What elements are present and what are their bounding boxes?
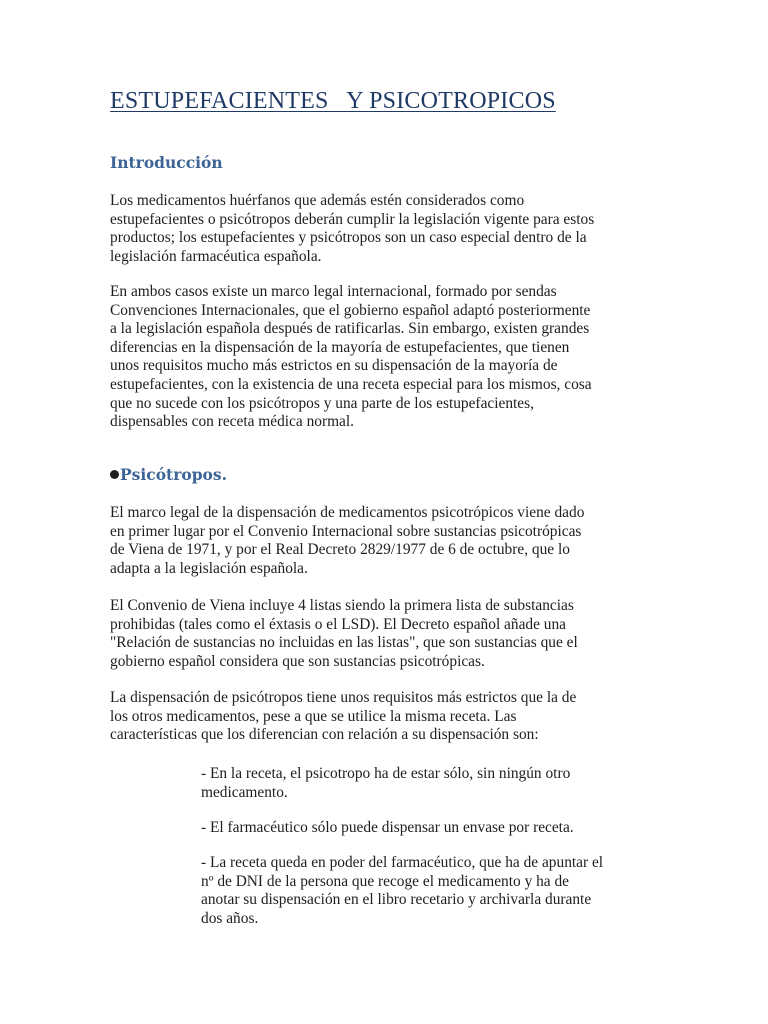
- paragraph: El Convenio de Viena incluye 4 listas siendo la primera lista de substancias prohibidas (tales como el éxtasis o el LSD). El Decreto español añade una "Relación de sustancias no incluidas en las listas", que son sustancias que el gobierno español considera que son sustancias psicotrópicas.: [110, 597, 578, 670]
- document-title: ESTUPEFACIENTES Y PSICOTROPICOS: [110, 88, 556, 114]
- section-heading-psicotropos: Psicótropos.: [110, 465, 227, 484]
- paragraph: Los medicamentos huérfanos que además estén considerados como estupefacientes o psicótropos deberán cumplir la legislación vigente para estos productos; los estupefacientes y psicótropos son un caso especial dentro de la legislación farmacéutica española.: [110, 192, 595, 265]
- list-item: - En la receta, el psicotropo ha de estar sólo, sin ningún otro medicamento.: [201, 765, 571, 801]
- paragraph: La dispensación de psicótropos tiene unos requisitos más estrictos que la de los otros medicamentos, pese a que se utilice la misma receta. Las características que los diferencian con relación a su dispensación son:: [110, 689, 577, 744]
- list-item: - La receta queda en poder del farmacéutico, que ha de apuntar el nº de DNI de la persona que recoge el medicamento y ha de anotar su dispensación en el libro recetario y archivarla durante dos años.: [201, 854, 604, 927]
- paragraph: El marco legal de la dispensación de medicamentos psicotrópicos viene dado en primer lugar por el Convenio Internacional sobre sustancias psicotrópicas de Viena de 1971, y por el Real Decreto 2829/1977 de 6 de octubre, que lo adapta a la legislación española.: [110, 504, 585, 577]
- section-heading-introduccion: Introducción: [110, 153, 223, 172]
- paragraph: En ambos casos existe un marco legal internacional, formado por sendas Convenciones Internacionales, que el gobierno español adaptó posteriormente a la legislación española después de ratificarlas. Sin embargo, existen grandes diferencias en la dispensación de la mayoría de estupefacientes, que tienen unos requisitos mucho más estrictos en su dispensación de la mayoría de estupefacientes, con la existencia de una receta especial para los mismos, cosa que no sucede con los psicótropos y una parte de los estupefacientes, dispensables con receta médica normal.: [110, 283, 592, 431]
- bullet-icon: [110, 470, 119, 479]
- list-item: - El farmacéutico sólo puede dispensar un envase por receta.: [201, 819, 574, 836]
